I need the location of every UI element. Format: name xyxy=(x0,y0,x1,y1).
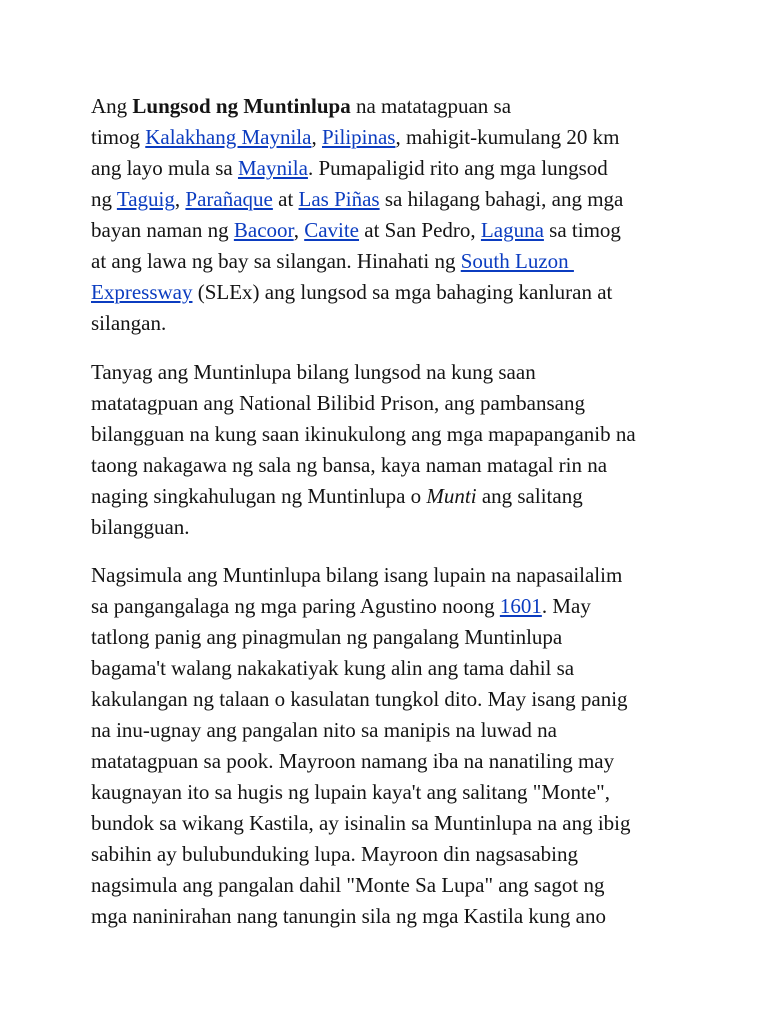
text-line xyxy=(91,622,731,653)
text-line xyxy=(91,308,731,339)
text-line xyxy=(91,715,731,746)
text-line xyxy=(91,246,731,277)
text-line xyxy=(91,684,731,715)
text-segment: , xyxy=(293,218,305,242)
text-line xyxy=(91,481,731,512)
text-line xyxy=(91,839,731,870)
text-line xyxy=(91,91,731,122)
text-line xyxy=(91,122,731,153)
wiki-link[interactable]: Bacoor xyxy=(233,218,294,242)
paragraph-location xyxy=(91,91,731,339)
wiki-link[interactable]: South Luzon xyxy=(460,249,574,273)
text-segment: bilangguan. xyxy=(91,515,190,539)
text-segment: ang salitang xyxy=(476,484,583,508)
text-line xyxy=(91,388,731,419)
text-segment: nagsimula ang pangalan dahil "Monte Sa Lupa" ang sagot ng xyxy=(91,873,605,897)
text-segment: bayan naman ng xyxy=(91,218,234,242)
text-segment: . May xyxy=(541,594,591,618)
text-segment: na matatagpuan sa xyxy=(350,94,512,118)
text-line xyxy=(91,653,731,684)
text-line xyxy=(91,870,731,901)
text-segment: at San Pedro, xyxy=(359,218,481,242)
text-segment: Ang xyxy=(91,94,133,118)
text-line xyxy=(91,560,731,591)
text-segment: bundok sa wikang Kastila, ay isinalin sa Muntinlupa na ang ibig xyxy=(91,811,631,835)
text-segment: sa pangangalaga ng mga paring Agustino noong xyxy=(91,594,500,618)
wiki-link[interactable]: Kalakhang Maynila xyxy=(145,125,312,149)
text-segment: matatagpuan sa pook. Mayroon namang iba na nanatiling may xyxy=(91,749,615,773)
text-segment: . Pumapaligid rito ang mga lungsod xyxy=(307,156,608,180)
bold-text: Lungsod ng Muntinlupa xyxy=(132,94,351,118)
text-segment: matatagpuan ang National Bilibid Prison, ang pambansang xyxy=(91,391,585,415)
wiki-link[interactable]: Expressway xyxy=(91,280,193,304)
text-segment: kakulangan ng talaan o kasulatan tungkol dito. May isang panig xyxy=(91,687,628,711)
text-segment: at ang lawa ng bay sa silangan. Hinahati ng xyxy=(91,249,461,273)
paragraph-name-origin xyxy=(91,560,731,932)
text-segment: sa timog xyxy=(543,218,621,242)
text-line xyxy=(91,277,731,308)
wiki-link[interactable]: Parañaque xyxy=(185,187,273,211)
wiki-link[interactable]: Cavite xyxy=(304,218,360,242)
text-segment: bilangguan na kung saan ikinukulong ang mga mapapanganib na xyxy=(91,422,636,446)
text-segment: mga naninirahan nang tanungin sila ng mga Kastila kung ano xyxy=(91,904,606,928)
text-segment: tatlong panig ang pinagmulan ng pangalang Muntinlupa xyxy=(91,625,563,649)
text-line xyxy=(91,512,731,543)
text-segment: taong nakagawa ng sala ng bansa, kaya naman matagal rin na xyxy=(91,453,608,477)
text-line xyxy=(91,746,731,777)
text-segment: sa hilagang bahagi, ang mga xyxy=(379,187,624,211)
wiki-link[interactable]: Pilipinas xyxy=(321,125,396,149)
text-segment: at xyxy=(272,187,299,211)
text-line xyxy=(91,153,731,184)
text-line xyxy=(91,808,731,839)
text-segment: , mahigit-kumulang 20 km xyxy=(395,125,620,149)
text-segment: timog xyxy=(91,125,146,149)
text-segment: silangan. xyxy=(91,311,167,335)
text-segment: na inu-ugnay ang pangalan nito sa manipis na luwad na xyxy=(91,718,557,742)
text-line xyxy=(91,215,731,246)
wiki-link[interactable]: Taguig xyxy=(116,187,175,211)
wiki-link[interactable]: Laguna xyxy=(480,218,544,242)
text-segment: Tanyag ang Muntinlupa bilang lungsod na kung saan xyxy=(91,360,536,384)
text-line xyxy=(91,591,731,622)
text-line xyxy=(91,450,731,481)
italic-text: Munti xyxy=(426,484,477,508)
wiki-link[interactable]: Maynila xyxy=(237,156,308,180)
text-segment: kaugnayan ito sa hugis ng lupain kaya't ang salitang "Monte", xyxy=(91,780,610,804)
text-segment: , xyxy=(311,125,322,149)
text-line xyxy=(91,419,731,450)
text-line xyxy=(91,901,731,932)
text-line xyxy=(91,357,731,388)
text-segment: , xyxy=(174,187,186,211)
wiki-link[interactable]: Las Piñas xyxy=(298,187,380,211)
wiki-link[interactable]: 1601 xyxy=(499,594,542,618)
paragraph-prison xyxy=(91,357,731,543)
text-segment: bagama't walang nakakatiyak kung alin ang tama dahil sa xyxy=(91,656,575,680)
text-segment: Nagsimula ang Muntinlupa bilang isang lupain na napasailalim xyxy=(91,563,623,587)
text-segment: ng xyxy=(91,187,117,211)
text-segment: (SLEx) ang lungsod sa mga bahaging kanluran at xyxy=(192,280,613,304)
text-line xyxy=(91,777,731,808)
text-segment: sabihin ay bulubunduking lupa. Mayroon din nagsasabing xyxy=(91,842,579,866)
text-segment: naging singkahulugan ng Muntinlupa o xyxy=(91,484,427,508)
text-line xyxy=(91,184,731,215)
text-segment: ang layo mula sa xyxy=(91,156,238,180)
